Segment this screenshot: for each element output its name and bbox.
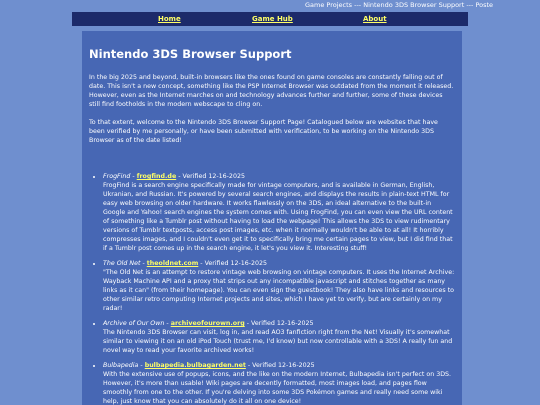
verified-date: - Verified 12-16-2025 xyxy=(198,260,268,267)
main-content xyxy=(82,31,462,405)
nav-link-game-hub[interactable]: Game Hub xyxy=(252,15,293,23)
scrolling-ticker xyxy=(0,0,540,11)
site-link[interactable]: bulbapedia.bulbagarden.net xyxy=(144,362,246,369)
list-item: • Bulbapedia - bulbapedia.bulbagarden.net - Verified 12-16-2025 With the extensive use of popups, icons, and the like on the modern Internet, Bulbapedia isn't perfect on 3DS. However, it's more than usable! Wiki pages are decently formatted, most images load, and pages flow smoothly from one to the other. If you're delving into some 3DS Pokémon games and really need some wiki help, just know that you can absolutely do it all on one device! xyxy=(103,361,455,405)
list-item: • The Old Net - theoldnet.com - Verified 12-16-2025 "The Old Net is an attempt to restore vintage web browsing on vintage computers. It uses the Internet Archive: Wayback Machine API and a proxy that strips out any incompatible javascript and stitches together as many links as it can" (from their homepage). You can even sign the guestbook! They also have links and resources to other similar retro computing Internet projects and sites, which I have yet to verify, but are certainly on my radar! xyxy=(103,259,455,313)
site-name: FrogFind xyxy=(103,173,131,180)
nav-link-home[interactable]: Home xyxy=(158,15,181,23)
site-name: Archive of Our Own xyxy=(103,320,165,327)
site-name: The Old Net xyxy=(103,260,141,267)
welcome-paragraph: To that extent, welcome to the Nintendo 3DS Browser Support Page! Catalogued below are websites that have been verified by me personally, or have been submitted with verification, to be working on the Nintendo 3DS Browser as of the date listed! xyxy=(89,119,438,144)
verified-date: - Verified 12-16-2025 xyxy=(244,320,314,327)
site-description: FrogFind is a search engine specifically made for vintage computers, and is available in German, English, Ukranian, and Russian. It's powered by several search engines, and displays the results in plain-text HTML for easy web browsing on older hardware. It works flawlessly on the 3DS, an ideal alternative to the built-in Google and Yahoo! search engines the system comes with. Using FrogFind, you can even view the URL content of something like a Tumblr post without having to load the webpage! This allows the 3DS to view rudimentary versions of Tumblr textposts, access post images, etc. when it normally wouldn't be able to at all! It horribly compresses images, and I couldn't even get it to specifically bring me certain pages to view, but I did find that if a Tumblr post comes up in the search engine, it let's you view it. Interesting stuff! xyxy=(103,182,453,252)
verified-date: - Verified 12-16-2025 xyxy=(176,173,245,180)
nav-bar xyxy=(72,12,468,26)
site-description: The Nintendo 3DS Browser can visit, log in, and read AO3 fanfiction right from the Net! Visually it's somewhat similar to viewing it on an old iPod Touch (trust me, I'd know) but now controllable with a 3DS! A really fun and novel way to read your favorite archived works! xyxy=(103,329,453,354)
site-description: With the extensive use of popups, icons, and the like on the modern Internet, Bulbapedia isn't perfect on 3DS. However, it's more than usable! Wiki pages are decently formatted, most images load, and pages flow smoothly from one to the other. If you're delving into some 3DS Pokémon games and really need some wiki help, just know that you can absolutely do it all on one device! xyxy=(103,371,452,405)
site-link[interactable]: archiveofourown.org xyxy=(170,320,245,327)
intro-paragraph: In the big 2025 and beyond, built-in browsers like the ones found on game consoles are constantly falling out of date. This isn't a new concept, something like the PSP Internet Browser was outdated from the moment it released. However, even as the Internet marches on and technology advances further and further, some of these devices still find footholds in the modern webscape to cling on. xyxy=(89,74,454,108)
spacer xyxy=(89,154,455,172)
site-description: "The Old Net is an attempt to restore vintage web browsing on vintage computers. It uses the Internet Archive: Wayback Machine API and a proxy that strips out any incompatible javascript and stitches together as many links as it can" (from their homepage). You can even sign the guestbook! They also have links and resources to other similar retro computing Internet projects and sites, which I have yet to verify, but are certainly on my radar! xyxy=(103,269,455,312)
nav-link-about[interactable]: About xyxy=(363,15,387,23)
page-title: Nintendo 3DS Browser Support xyxy=(89,47,292,61)
verified-date: - Verified 12-16-2025 xyxy=(245,362,315,369)
site-link[interactable]: theoldnet.com xyxy=(146,260,199,267)
site-name: Bulbapedia xyxy=(103,362,139,369)
ticker-text: Game Projects --- Nintendo 3DS Browser Support --- Poste xyxy=(305,1,494,9)
list-item: • FrogFind - frogfind.de - Verified 12-16-2025 FrogFind is a search engine specifically made for vintage computers, and is available in German, English, Ukranian, and Russian. It's powered by several search engines, and displays the results in plain-text HTML for easy web browsing on older hardware. It works flawlessly on the 3DS, an ideal alternative to the built-in Google and Yahoo! search engines the system comes with. Using FrogFind, you can even view the URL content of something like a Tumblr post without having to load the webpage! This allows the 3DS to view rudimentary versions of Tumblr textposts, access post images, etc. when it normally wouldn't be able to at all! It horribly compresses images, and I couldn't even get it to specifically bring me certain pages to view, but I did find that if a Tumblr post comes up in the search engine, it let's you view it. Interesting stuff! xyxy=(103,172,455,253)
site-list xyxy=(89,172,455,405)
list-item: • Archive of Our Own - archiveofourown.org - Verified 12-16-2025 The Nintendo 3DS Browser can visit, log in, and read AO3 fanfiction right from the Net! Visually it's somewhat similar to viewing it on an old iPod Touch (trust me, I'd know) but now controllable with a 3DS! A really fun and novel way to read your favorite archived works! xyxy=(103,319,455,355)
site-link[interactable]: frogfind.de xyxy=(136,173,177,180)
